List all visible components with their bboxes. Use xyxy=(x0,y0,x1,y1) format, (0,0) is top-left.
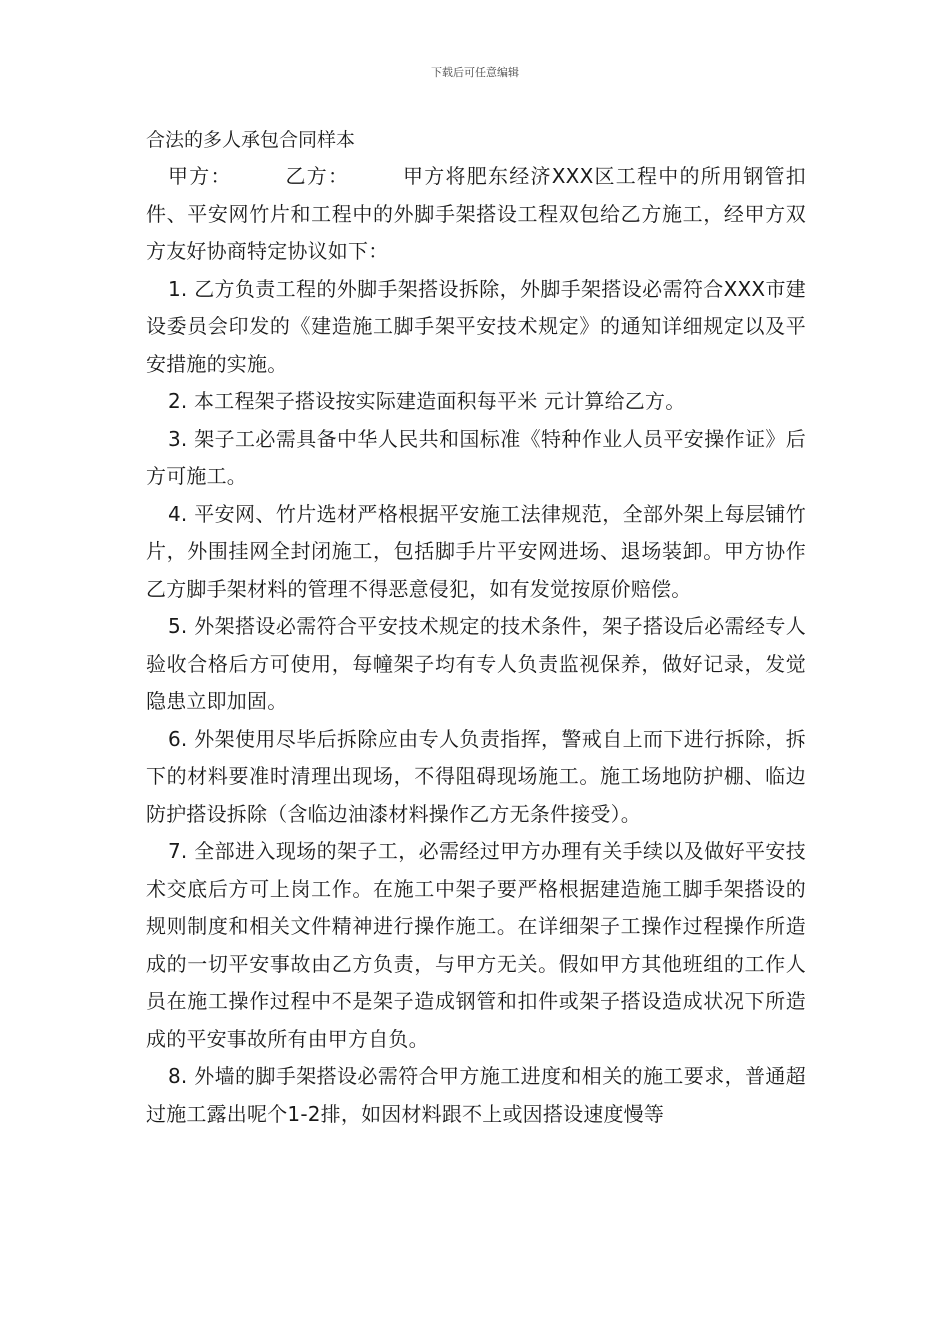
clause-1: 1. 乙方负责工程的外脚手架搭设拆除，外脚手架搭设必需符合XXX市建设委员会印发的《建造施工脚手架平安技术规定》的通知详细规定以及平安措施的实施。 xyxy=(146,276,806,376)
clause-5: 5. 外架搭设必需符合平安技术规定的技术条件，架子搭设后必需经专人验收合格后方可使用，每幢架子均有专人负责监视保养，做好记录，发觉隐患立即加固。 xyxy=(146,614,806,713)
clause-8: 8. 外墙的脚手架搭设必需符合甲方施工进度和相关的施工要求，普通超过施工露出呢个1-2排，如因材料跟不上或因搭设速度慢等 xyxy=(146,1064,806,1126)
document-title: 合法的多人承包合同样本 xyxy=(146,129,356,151)
clause-7: 7. 全部进入现场的架子工，必需经过甲方办理有关手续以及做好平安技术交底后方可上岗工作。在施工中架子要严格根据建造施工脚手架搭设的规则制度和相关文件精神进行操作施工。在详细架子工操作过程操作所造成的一切平安事故由乙方负责，与甲方无关。假如甲方其他班组的工作人员在施工操作过程中不是架子造成钢管和扣件或架子搭设造成状况下所造成的平安事故所有由甲方自负。 xyxy=(146,839,806,1051)
document-body xyxy=(146,122,806,1133)
page-header: 下载后可任意编辑 xyxy=(431,66,519,79)
clause-4: 4. 平安网、竹片选材严格根据平安施工法律规范，全部外架上每层铺竹片，外围挂网全封闭施工，包括脚手片平安网进场、退场装卸。甲方协作乙方脚手架材料的管理不得恶意侵犯，如有发觉按原价赔偿。 xyxy=(146,501,806,601)
contract-intro: 甲方： 乙方： 甲方将肥东经济XXX区工程中的所用钢管扣件、平安网竹片和工程中的外脚手架搭设工程双包给乙方施工，经甲方双方友好协商特定协议如下： xyxy=(146,164,806,263)
clause-6: 6. 外架使用尽毕后拆除应由专人负责指挥，警戒自上而下进行拆除，拆下的材料要准时清理出现场，不得阻碍现场施工。施工场地防护棚、临边防护搭设拆除（含临边油漆材料操作乙方无条件接受）。 xyxy=(146,726,806,826)
clause-3: 3. 架子工必需具备中华人民共和国标准《特种作业人员平安操作证》后方可施工。 xyxy=(146,426,806,488)
clause-2: 2. 本工程架子搭设按实际建造面积每平米 元计算给乙方。 xyxy=(168,389,686,413)
